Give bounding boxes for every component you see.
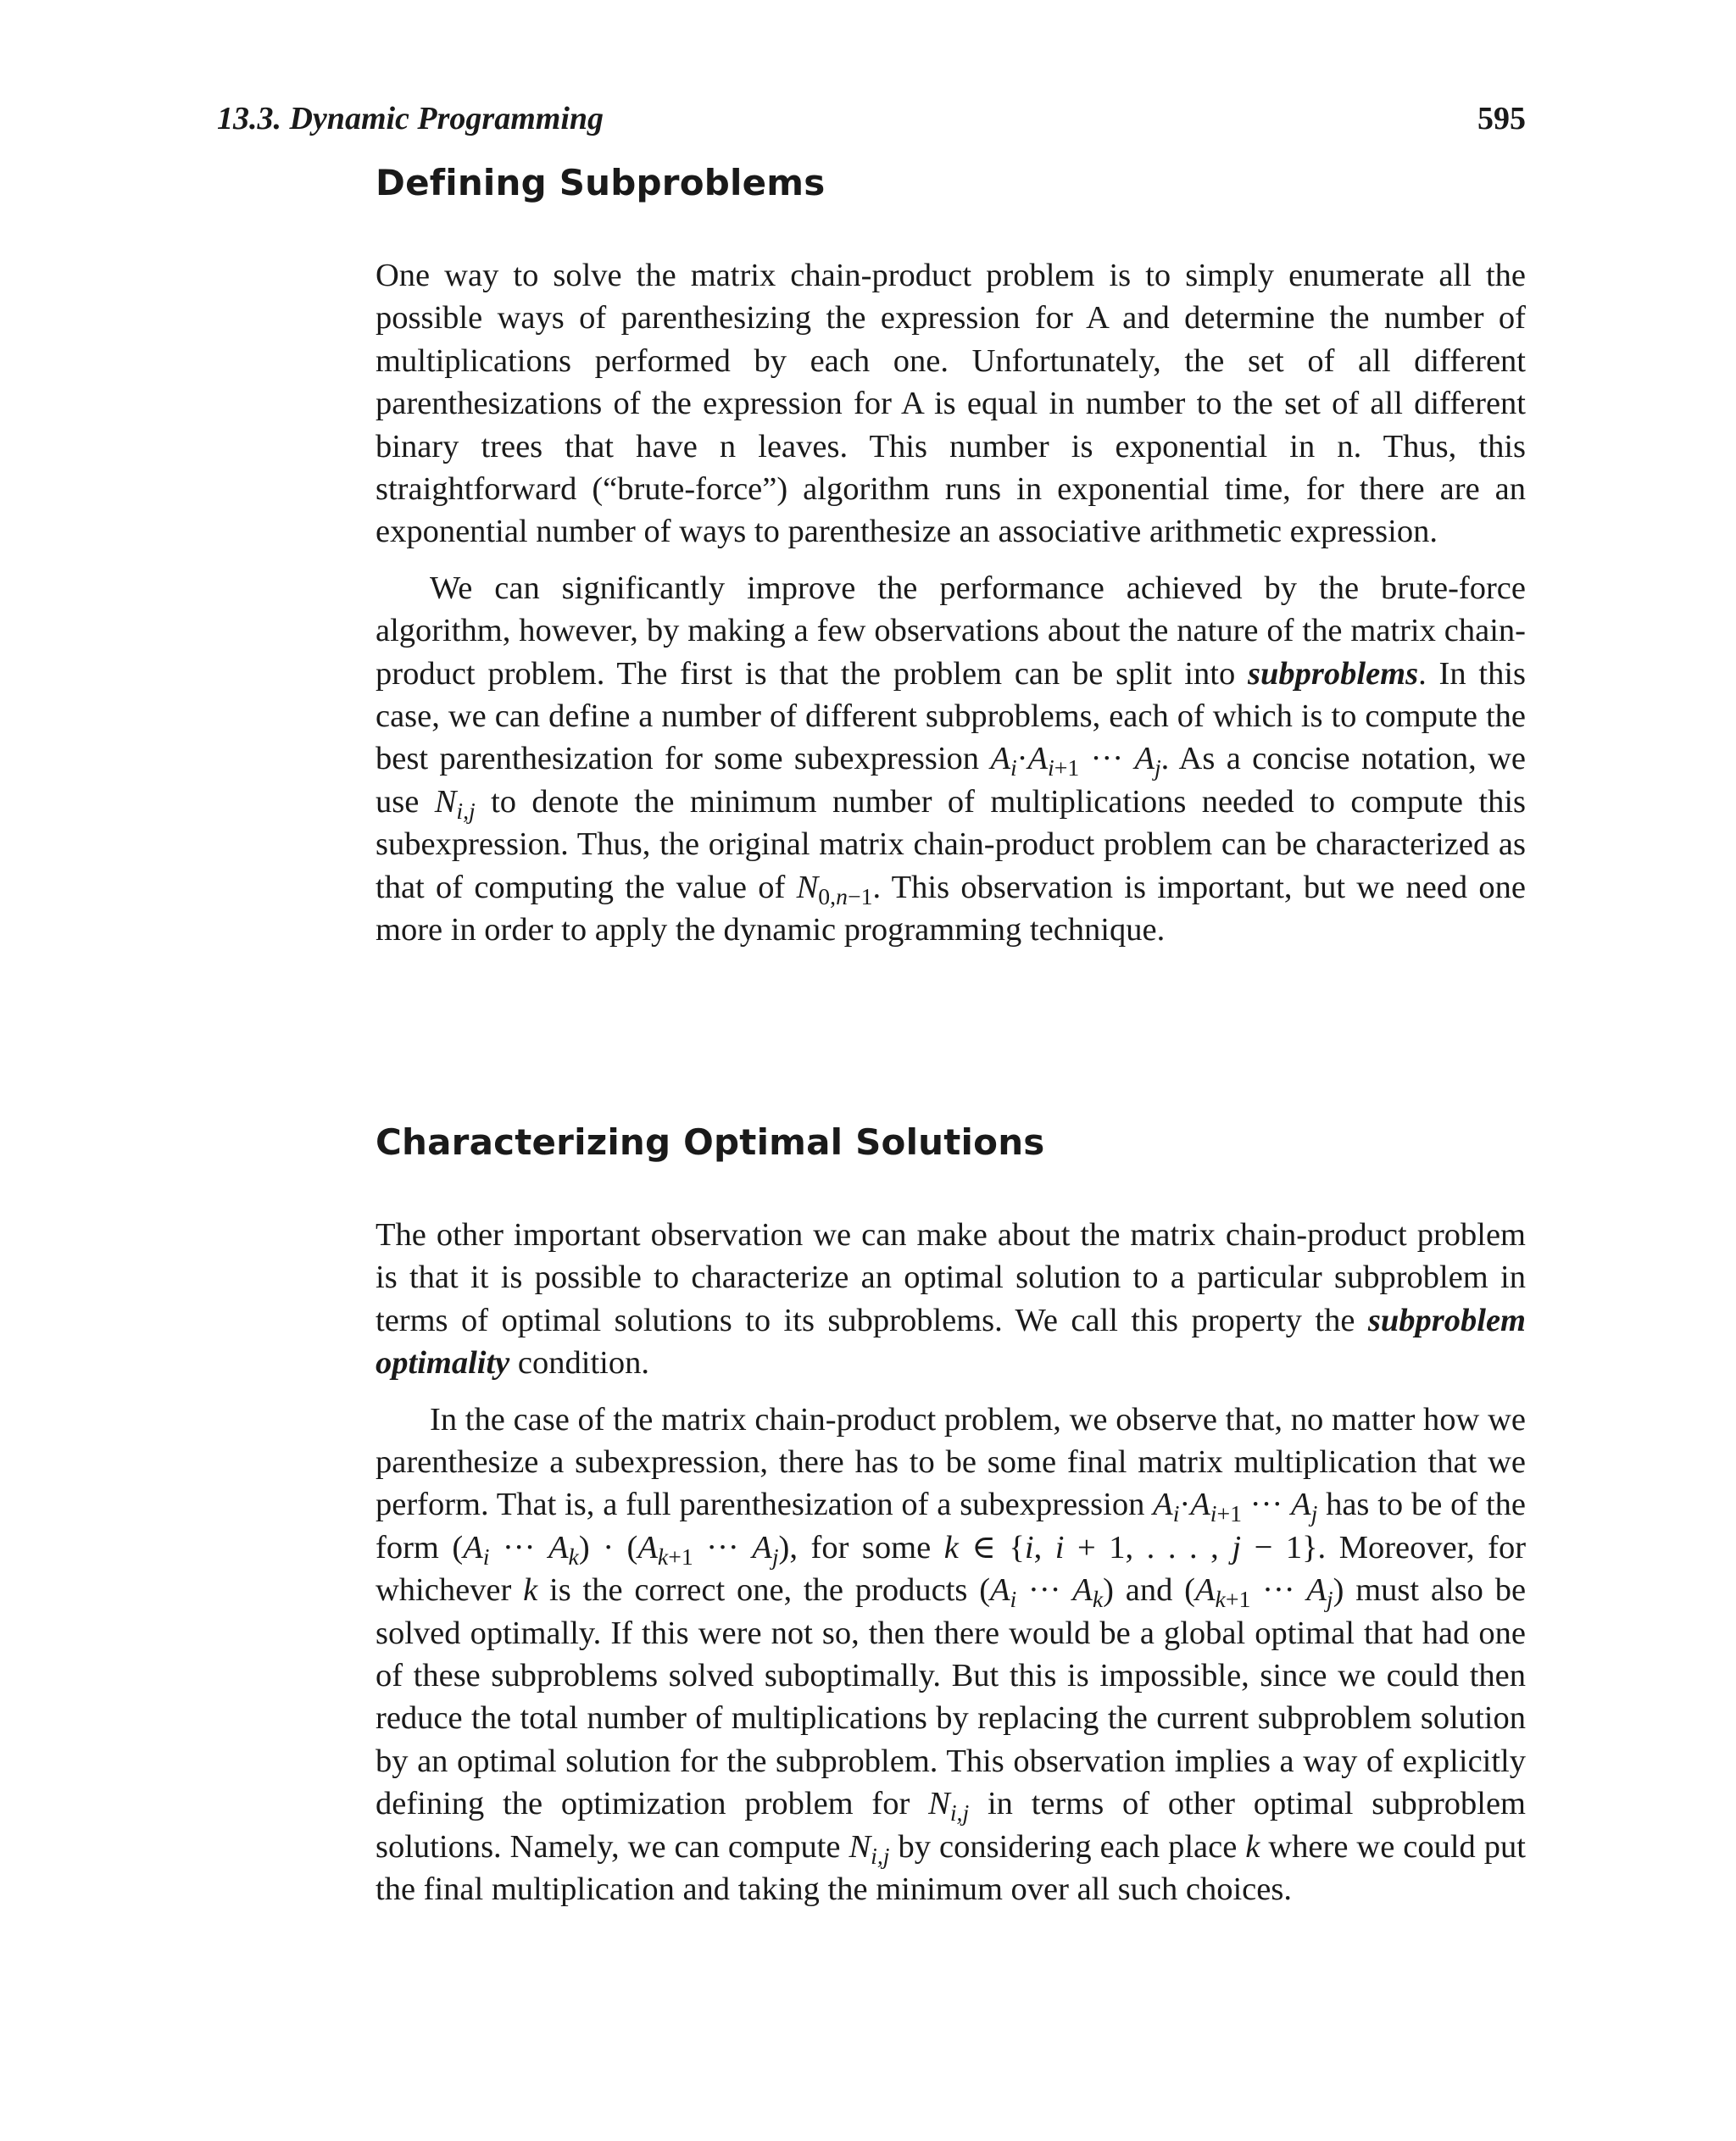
section-defining-subproblems bbox=[376, 159, 1526, 952]
paragraph: In the case of the matrix chain-product problem, we observe that, no matter how we parenthesize a subexpression, there has to be some final matrix multiplication that we perform. That is, a full parenthesization of a subexpression $A_i\cdot A_{i+1}$ ··· $A_j$ has to be of the form ($A_i$ ··· $A_k) \cdot (A_{k+1}$ ··· $A_j$), for some k ∈ {i, i + 1, . . . , j − 1}. Moreover, for whichever k is the correct one, the products ($A_i$ ··· $A_k$) and ($A_{k+1}$ ··· $A_j$) must also be solved optimally. If this were not so, then there would be a global optimal that had one of these subproblems solved suboptimally. But this is impossible, since we could then reduce the total number of multiplications by replacing the current subproblem solution by an optimal solution for the subproblem. This observation implies a way of explicitly defining the optimization problem for $N_{i,j}$ in terms of other optimal subproblem solutions. Namely, we can compute $N_{i,j}$ by considering each place k where we could put the final multiplication and taking the minimum over all such choices. bbox=[376, 1401, 1527, 1908]
emphasized-term: subproblems bbox=[1248, 655, 1419, 692]
math-expression: ($A_i$ ··· $A_k$) bbox=[979, 1572, 1114, 1612]
running-header bbox=[217, 100, 1526, 142]
math-expression: $A_i\cdot A_{i+1}$ ··· $A_j$ bbox=[990, 741, 1161, 781]
paragraph: We can significantly improve the performance achieved by the brute-force algorithm, however, by making a few observations about the nature of the matrix chain-product problem. The first is that the problem can be split into subproblems. In this case, we can define a number of different subproblems, each of which is to compute the best parenthesization for some subexpression $A_i\cdot A_{i+1}$ ··· $A_j$. As a concise notation, we use $N_{i,j}$ to denote the minimum number of multiplications needed to compute this subexpression. Thus, the original matrix chain-product problem can be characterized as that of computing the value of $N_{0,n-1}$. This observation is important, but we need one more in order to apply the dynamic programming technique. bbox=[376, 570, 1527, 948]
section-characterizing-optimal-solutions bbox=[376, 1119, 1526, 1911]
math-expression: k ∈ {i, i + 1, . . . , j − 1} bbox=[943, 1529, 1318, 1565]
math-expression: $N_{i,j}$ bbox=[434, 783, 476, 824]
paragraph: The other important observation we can make about the matrix chain-product problem is that it is possible to characterize an optimal solution to a particular subproblem in terms of optimal solutions to its subproblems. We call this property the subproblem optimality condition. bbox=[376, 1217, 1526, 1382]
math-expression: $N_{i,j}$ bbox=[849, 1828, 890, 1869]
page-number: 595 bbox=[1477, 101, 1526, 136]
math-expression: ($A_{k+1}$ ··· $A_j$) bbox=[1184, 1572, 1344, 1612]
math-expression: ($A_i$ ··· $A_k) \cdot (A_{k+1}$ ··· $A_j$) bbox=[452, 1529, 790, 1570]
math-expression: $A_i\cdot A_{i+1}$ ··· $A_j$ bbox=[1153, 1487, 1318, 1527]
emphasized-term: subproblem optimality bbox=[376, 1302, 1526, 1382]
math-expression: $N_{i,j}$ bbox=[928, 1786, 970, 1827]
running-title: 13.3. Dynamic Programming bbox=[217, 101, 604, 136]
section-heading: Characterizing Optimal Solutions bbox=[376, 1121, 1045, 1163]
section-heading: Defining Subproblems bbox=[376, 162, 826, 203]
paragraph: One way to solve the matrix chain-product problem is to simply enumerate all the possible ways of parenthesizing the expression for A and determine the number of multiplications performed by each one. Unfortunately, the set of all different parenthesizations of the expression for A is equal in number to the set of all different binary trees that have n leaves. This number is exponential in n. Thus, this straightforward (“brute-force”) algorithm runs in exponential time, for there are an exponential number of ways to parenthesize an associative arithmetic expression. bbox=[376, 258, 1526, 550]
math-expression: $N_{0,n-1}$ bbox=[796, 869, 873, 909]
